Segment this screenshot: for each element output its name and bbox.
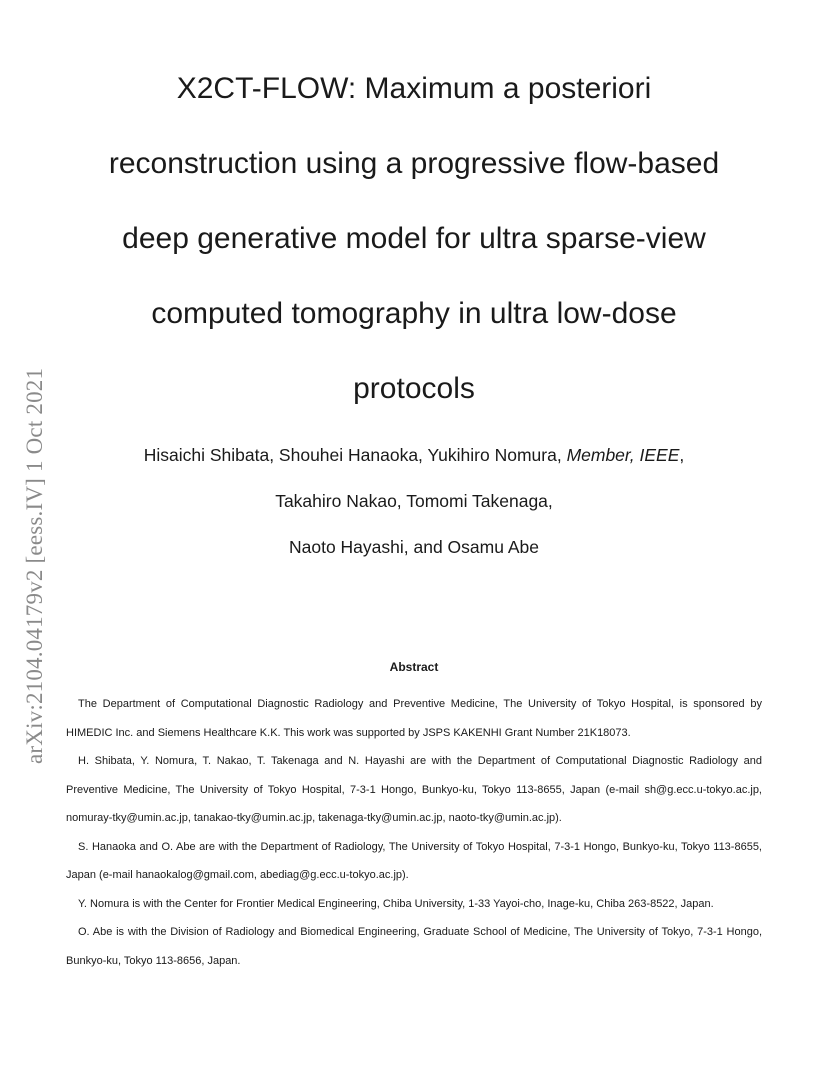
abstract-paragraph: S. Hanaoka and O. Abe are with the Department of Radiology, The University of Tokyo Hospital, 7-3-1 Hongo, Bunkyo-ku, Tokyo 113-8655, Japan (e-mail hanaokalog@gmail.com, abediag@g.ecc.u-tokyo.ac.jp). (66, 840, 762, 881)
author-line-3: Naoto Hayashi, and Osamu Abe (288, 537, 539, 557)
paper-title-line-3: deep generative model for ultra sparse-view (122, 222, 706, 255)
author-line-1 (0, 444, 828, 466)
author-names: Hisaichi Shibata, Shouhei Hanaoka, Yukihiro Nomura, (143, 445, 567, 465)
paper-title-line-5: protocols (353, 372, 475, 405)
author-line-1-tail: , (679, 445, 685, 465)
abstract-body (66, 690, 762, 975)
abstract-heading: Abstract (389, 660, 439, 674)
abstract-paragraph: H. Shibata, Y. Nomura, T. Nakao, T. Takenaga and N. Hayashi are with the Department of Computational Diagnostic Radiology and Preventive Medicine, The University of Tokyo Hospital, 7-3-1 Hongo, Bunkyo-ku, Tokyo 113-8655, Japan (e-mail sh@g.ecc.u-tokyo.ac.jp, nomuray-tky@umin.ac.jp, tanakao-tky@umin.ac.jp, takenaga-tky@umin.ac.jp, naoto-tky@umin.ac.jp). (66, 755, 762, 824)
author-affiliation: Member, IEEE (566, 445, 680, 465)
paper-title-line-2: reconstruction using a progressive flow-based (108, 147, 720, 180)
abstract-paragraph: O. Abe is with the Division of Radiology and Biomedical Engineering, Graduate School of Medicine, The University of Tokyo, 7-3-1 Hongo, Bunkyo-ku, Tokyo 113-8656, Japan. (66, 926, 762, 967)
abstract-paragraph: The Department of Computational Diagnostic Radiology and Preventive Medicine, The University of Tokyo Hospital, is sponsored by HIMEDIC Inc. and Siemens Healthcare K.K. This work was supported by JSPS KAKENHI Grant Number 21K18073. (66, 698, 762, 739)
author-line-2: Takahiro Nakao, Tomomi Takenaga, (275, 491, 553, 511)
abstract-paragraph: Y. Nomura is with the Center for Frontier Medical Engineering, Chiba University, 1-33 Yayoi-cho, Inage-ku, Chiba 263-8522, Japan. (78, 897, 714, 910)
arxiv-stamp: arXiv:2104.04179v2 [eess.IV] 1 Oct 2021 (22, 367, 47, 764)
paper-title-line-1: X2CT-FLOW: Maximum a posteriori (176, 72, 652, 105)
paper-title-line-4: computed tomography in ultra low-dose (151, 297, 677, 330)
